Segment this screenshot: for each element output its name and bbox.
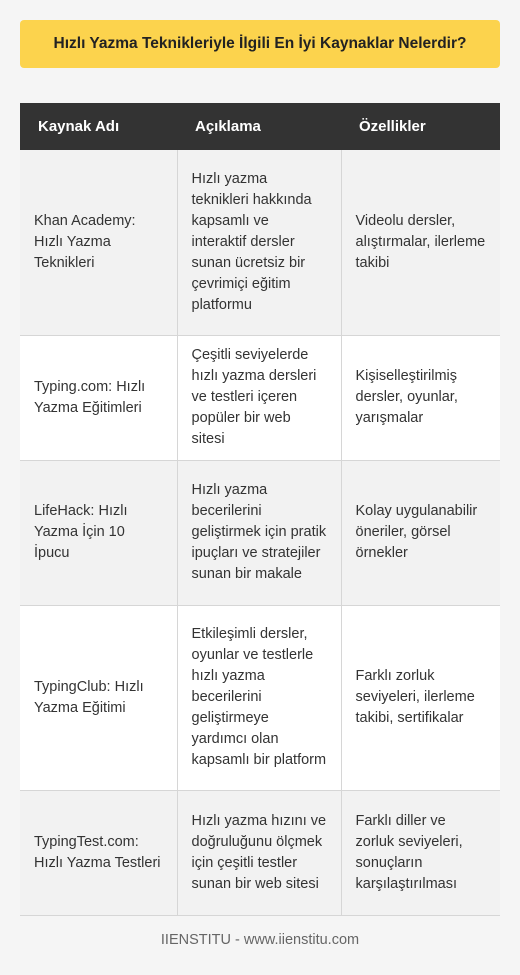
cell-description: Hızlı yazma hızını ve doğruluğunu ölçmek için çeşitli testler sunan bir web sitesi	[177, 790, 341, 915]
footer-credit: IIENSTITU - www.iienstitu.com	[160, 932, 360, 948]
cell-features: Farklı zorluk seviyeleri, ilerleme takibi, sertifikalar	[341, 605, 500, 790]
cell-source-name: TypingTest.com: Hızlı Yazma Testleri	[20, 790, 177, 915]
cell-description: Etkileşimli dersler, oyunlar ve testlerle hızlı yazma becerilerini geliştirmeye yardımcı olan kapsamlı bir platform	[177, 605, 341, 790]
resources-table	[20, 103, 500, 916]
table-row	[20, 790, 500, 915]
cell-description: Hızlı yazma becerilerini geliştirmek için pratik ipuçları ve stratejiler sunan bir makale	[177, 460, 341, 605]
cell-source-name: LifeHack: Hızlı Yazma İçin 10 İpucu	[20, 460, 177, 605]
table-row	[20, 335, 500, 460]
cell-description: Çeşitli seviyelerde hızlı yazma dersleri ve testleri içeren popüler bir web sitesi	[177, 335, 341, 460]
table-row	[20, 150, 500, 335]
cell-features: Kişiselleştirilmiş dersler, oyunlar, yarışmalar	[341, 335, 500, 460]
cell-source-name: TypingClub: Hızlı Yazma Eğitimi	[20, 605, 177, 790]
header-description: Açıklama	[177, 103, 341, 150]
cell-description: Hızlı yazma teknikleri hakkında kapsamlı ve interaktif dersler sunan ücretsiz bir çevrimiçi eğitim platformu	[177, 150, 341, 335]
header-source-name: Kaynak Adı	[20, 103, 177, 150]
table-row	[20, 605, 500, 790]
page-title: Hızlı Yazma Teknikleriyle İlgili En İyi Kaynaklar Nelerdir?	[20, 20, 500, 68]
header-features: Özellikler	[341, 103, 500, 150]
cell-source-name: Khan Academy: Hızlı Yazma Teknikleri	[20, 150, 177, 335]
table-row	[20, 460, 500, 605]
cell-features: Farklı diller ve zorluk seviyeleri, sonuçların karşılaştırılması	[341, 790, 500, 915]
table-header-row	[20, 103, 500, 150]
cell-features: Videolu dersler, alıştırmalar, ilerleme takibi	[341, 150, 500, 335]
cell-source-name: Typing.com: Hızlı Yazma Eğitimleri	[20, 335, 177, 460]
cell-features: Kolay uygulanabilir öneriler, görsel örnekler	[341, 460, 500, 605]
